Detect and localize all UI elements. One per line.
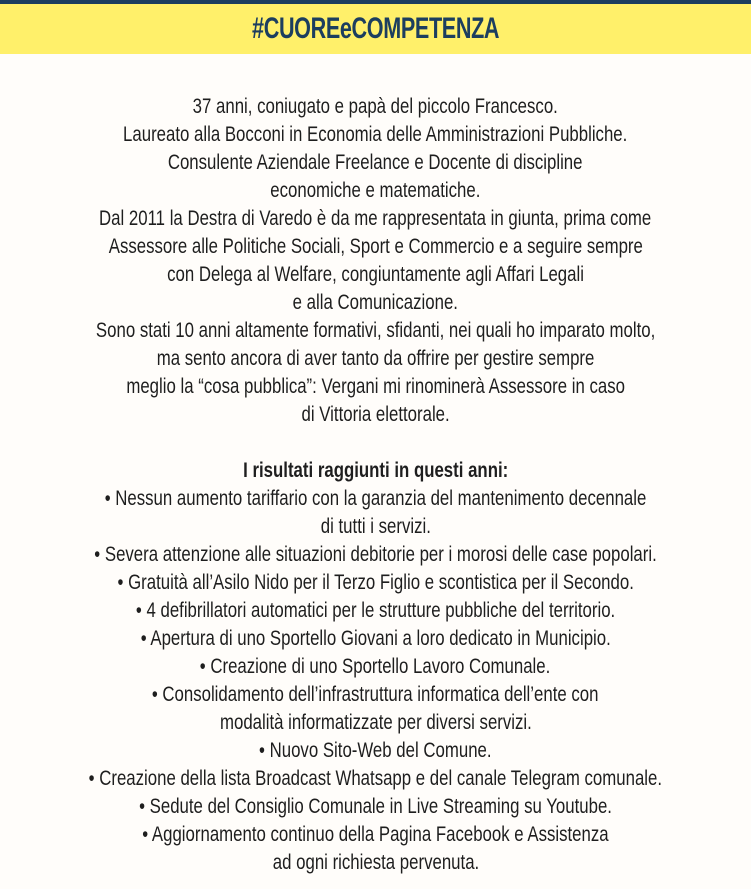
result-line-text: • Creazione di uno Sportello Lavoro Comunale. <box>200 655 551 678</box>
bio-line <box>0 317 751 345</box>
result-line-text: • Consolidamento dell’infrastruttura informatica dell’ente con <box>152 683 599 706</box>
result-line <box>0 653 751 681</box>
bio-line <box>0 373 751 401</box>
result-line-text: • Creazione della lista Broadcast Whatsapp e del canale Telegram comunale. <box>88 767 663 790</box>
result-line <box>0 569 751 597</box>
result-line-text: • Nuovo Sito-Web del Comune. <box>259 739 492 762</box>
result-line-text: • 4 defibrillatori automatici per le strutture pubbliche del territorio. <box>135 599 616 622</box>
results-heading-text: I risultati raggiunti in questi anni: <box>242 459 509 482</box>
result-line <box>0 765 751 793</box>
result-line-text: • Aggiornamento continuo della Pagina Facebook e Assistenza <box>142 823 609 846</box>
bio-line-text: Dal 2011 la Destra di Varedo è da me rappresentata in giunta, prima come <box>99 207 652 230</box>
result-line <box>0 681 751 709</box>
content <box>0 93 751 877</box>
result-line <box>0 597 751 625</box>
result-line-text: • Nessun aumento tariffario con la garanzia del mantenimento decennale <box>104 487 647 510</box>
bio-line <box>0 261 751 289</box>
bio-line-text: Laureato alla Bocconi in Economia delle Amministrazioni Pubbliche. <box>123 123 628 146</box>
result-line <box>0 821 751 849</box>
results-heading <box>0 457 751 485</box>
bio-line-text: Consulente Aziendale Freelance e Docente di discipline <box>168 151 583 174</box>
bio-section <box>0 93 751 429</box>
result-line <box>0 737 751 765</box>
page-title <box>0 14 751 44</box>
bio-line-text: con Delega al Welfare, congiuntamente agli Affari Legali <box>167 263 584 286</box>
bio-line-text: 37 anni, coniugato e papà del piccolo Francesco. <box>192 95 559 118</box>
section-spacer <box>0 429 751 457</box>
bio-line-text: e alla Comunicazione. <box>292 291 459 314</box>
bio-line <box>0 345 751 373</box>
page-title-text: #CUOREeCOMPETENZA <box>251 12 500 45</box>
result-line <box>0 513 751 541</box>
result-line <box>0 485 751 513</box>
bio-line-text: Assessore alle Politiche Sociali, Sport e Commercio e a seguire sempre <box>108 235 643 258</box>
result-line <box>0 849 751 877</box>
bio-line <box>0 401 751 429</box>
bio-line <box>0 121 751 149</box>
bio-line <box>0 93 751 121</box>
result-line-text: modalità informatizzate per diversi servizi. <box>219 711 532 734</box>
bio-line-text: di Vittoria elettorale. <box>301 403 450 426</box>
bio-line <box>0 233 751 261</box>
bio-line <box>0 289 751 317</box>
result-line-text: • Sedute del Consiglio Comunale in Live Streaming su Youtube. <box>139 795 612 818</box>
bio-line <box>0 177 751 205</box>
bio-line-text: ma sento ancora di aver tanto da offrire per gestire sempre <box>156 347 595 370</box>
bio-line-text: meglio la “cosa pubblica”: Vergani mi rinominerà Assessore in caso <box>126 375 625 398</box>
result-line <box>0 793 751 821</box>
result-line-text: • Gratuità all’Asilo Nido per il Terzo Figlio e scontistica per il Secondo. <box>117 571 634 594</box>
bio-line <box>0 149 751 177</box>
bio-line <box>0 205 751 233</box>
result-line-text: di tutti i servizi. <box>320 515 431 538</box>
result-line <box>0 709 751 737</box>
result-line-text: • Apertura di uno Sportello Giovani a loro dedicato in Municipio. <box>140 627 611 650</box>
results-section <box>0 457 751 877</box>
bio-line-text: Sono stati 10 anni altamente formativi, sfidanti, nei quali ho imparato molto, <box>95 319 656 342</box>
result-line-text: • Severa attenzione alle situazioni debitorie per i morosi delle case popolari. <box>94 543 657 566</box>
result-line <box>0 541 751 569</box>
bio-line-text: economiche e matematiche. <box>270 179 481 202</box>
result-line-text: ad ogni richiesta pervenuta. <box>272 851 479 874</box>
result-line <box>0 625 751 653</box>
